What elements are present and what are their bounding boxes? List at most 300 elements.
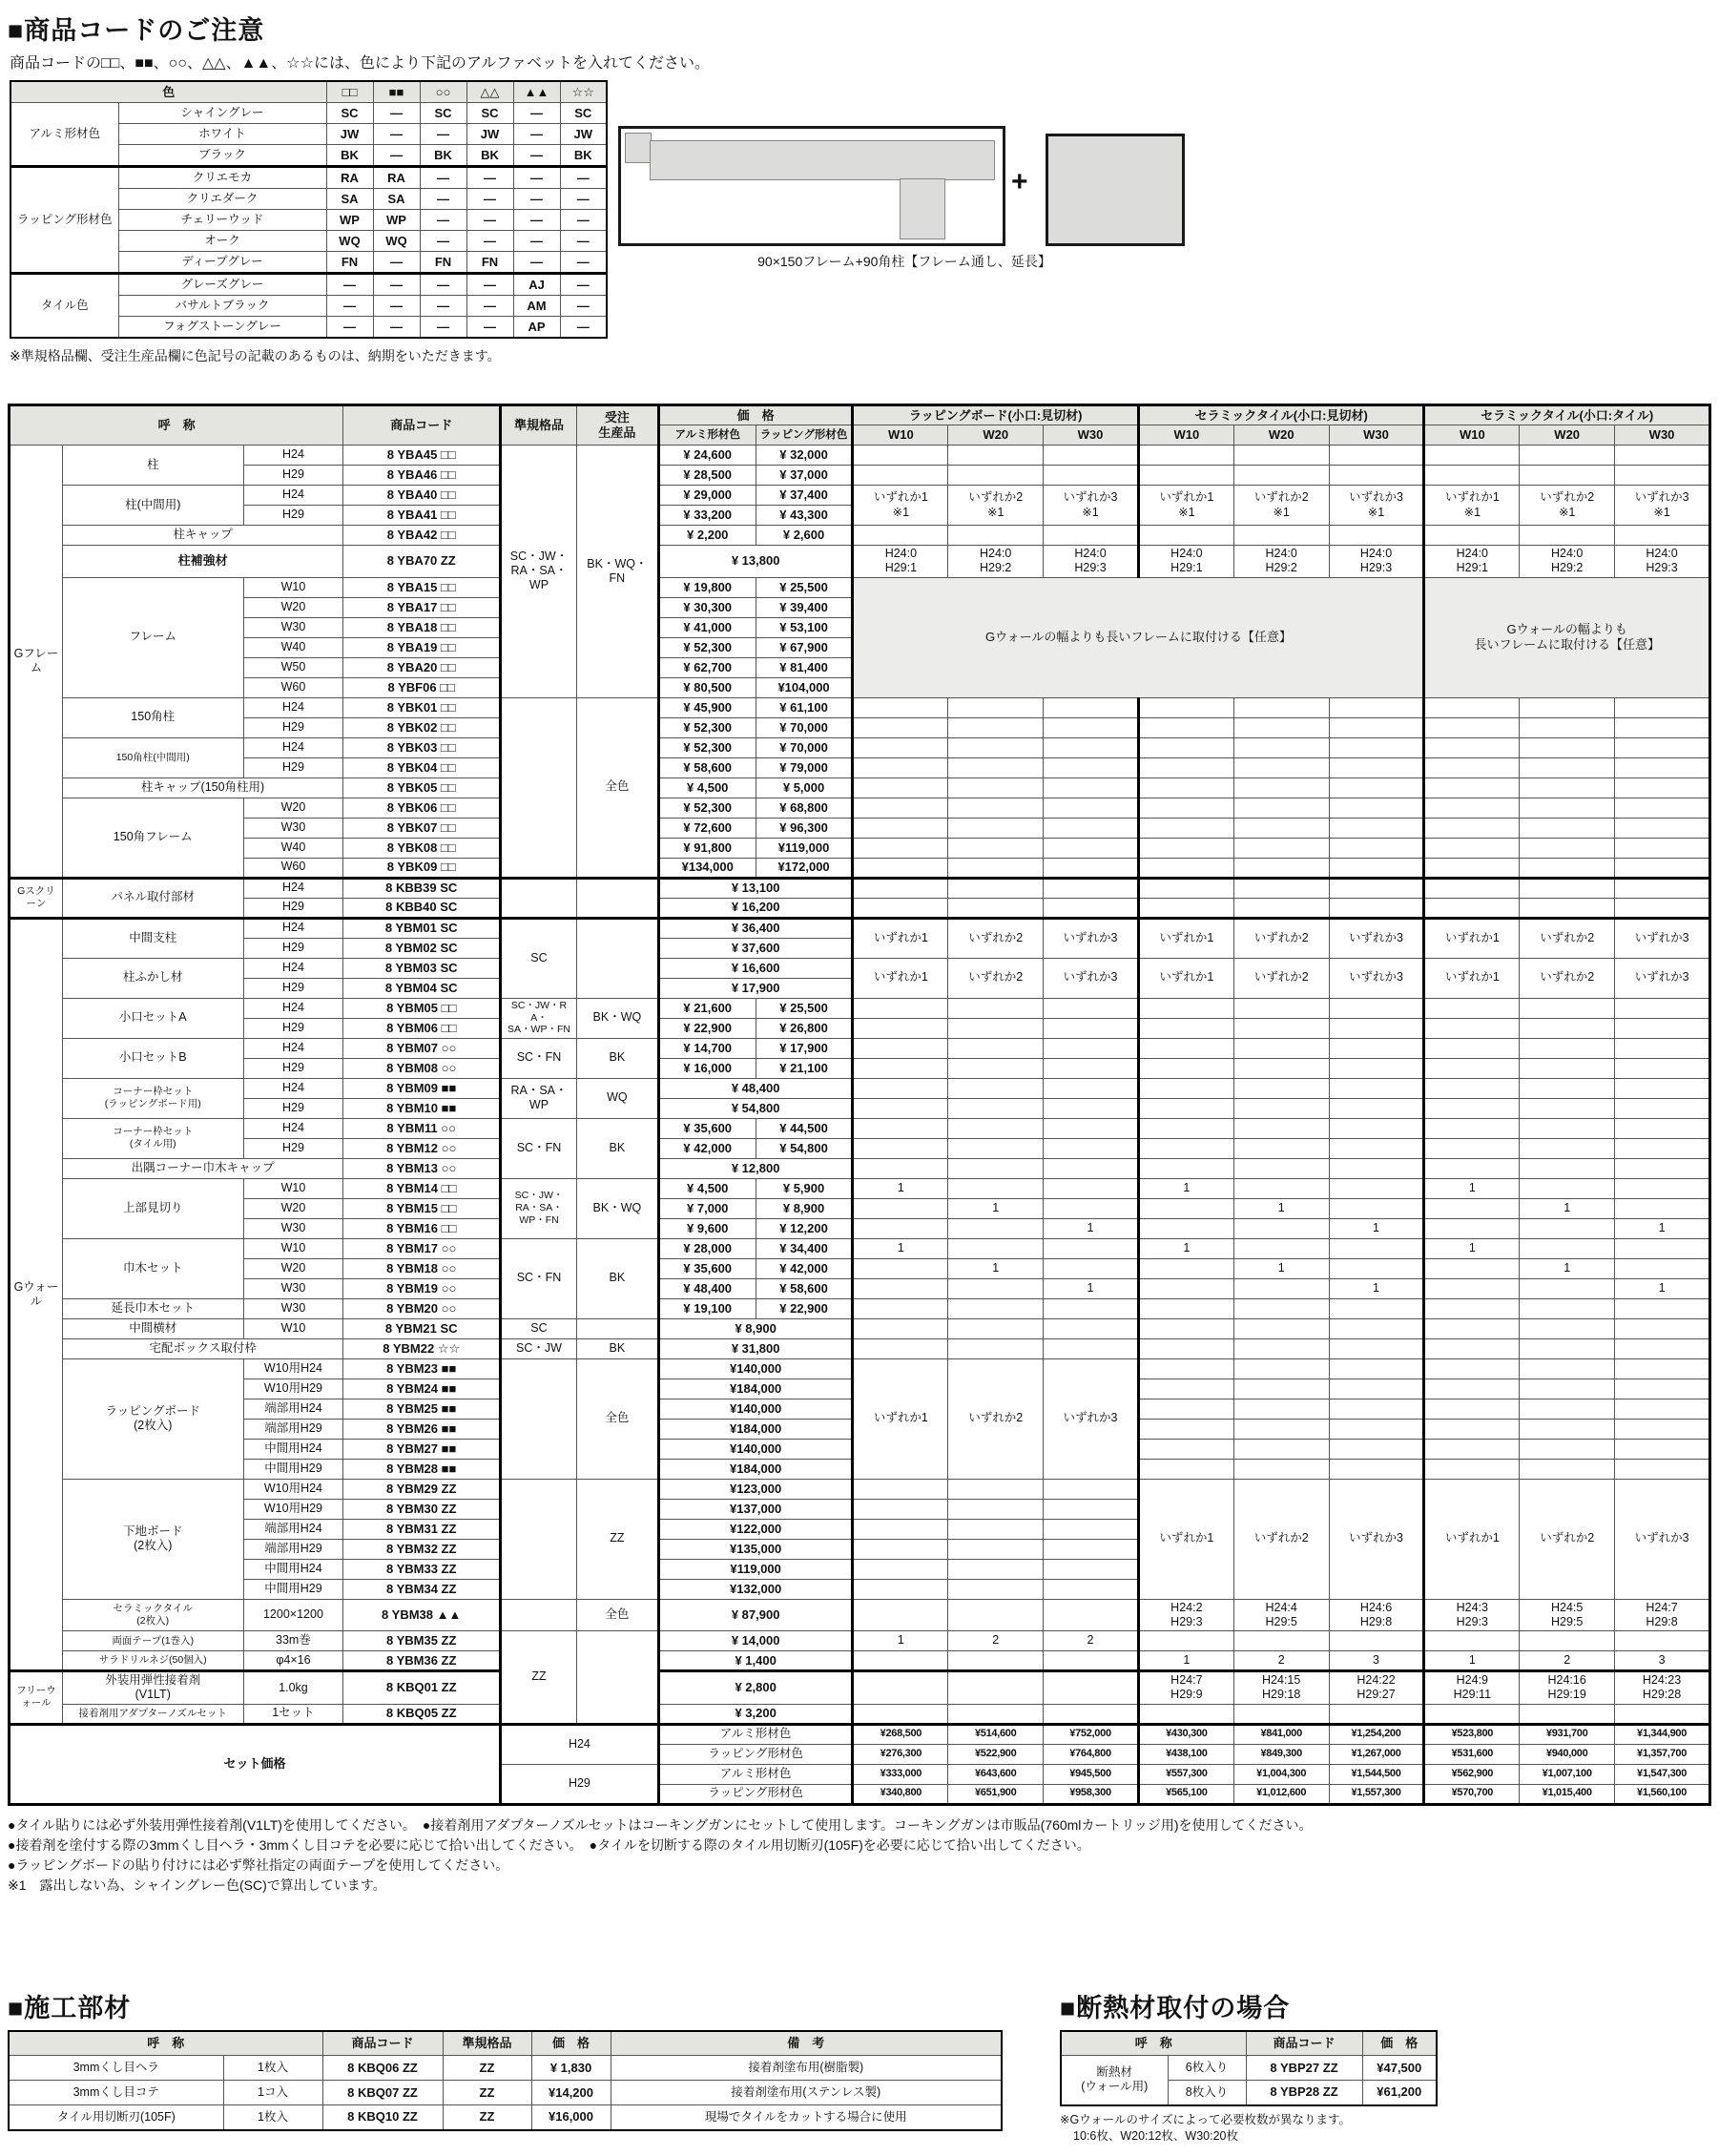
cell	[501, 878, 577, 918]
cell	[853, 1158, 948, 1178]
cell	[853, 1671, 948, 1705]
cell	[1329, 1118, 1424, 1138]
cell: H29	[243, 506, 343, 526]
cell: ¥ 42,000	[756, 1258, 853, 1278]
cell	[1520, 1278, 1615, 1298]
cell: W30	[243, 1218, 343, 1238]
cell	[1138, 1439, 1233, 1459]
cell: W20	[243, 597, 343, 617]
cell: —	[373, 274, 420, 296]
cell	[1138, 1278, 1233, 1298]
cell: ¥ 34,400	[756, 1238, 853, 1258]
table-row	[10, 757, 1710, 777]
cell	[853, 1098, 948, 1118]
cell	[1044, 1499, 1139, 1519]
frame-bar-shape	[650, 140, 995, 180]
cell: ¥268,500	[853, 1724, 948, 1744]
table-row	[10, 1198, 1710, 1218]
cell	[853, 697, 948, 717]
cell: ZZ	[501, 1631, 577, 1725]
table-row	[10, 1018, 1710, 1038]
cell	[948, 1318, 1044, 1338]
cell	[948, 777, 1044, 798]
footnotes	[8, 1815, 1711, 1896]
cell: ¥ 13,100	[658, 878, 853, 898]
header-cell: ■■	[373, 81, 420, 103]
cell	[1329, 717, 1424, 737]
cell	[1044, 1479, 1139, 1499]
cell	[1233, 1158, 1329, 1178]
table-row	[10, 717, 1710, 737]
footnote-line: ●タイル貼りには必ず外装用弾性接着剤(V1LT)を使用してください。 ●接着剤用アダプターノズルセットはコーキングガンにセットして使用します。コーキングガンは市販品(760mlカートリッジ用)を使用してください。	[8, 1816, 1313, 1833]
cell: いずれか2	[948, 958, 1044, 998]
cell: ¥ 79,000	[756, 757, 853, 777]
cell	[948, 1018, 1044, 1038]
cell: ¥522,900	[948, 1744, 1044, 1764]
table-row	[10, 1318, 1710, 1338]
cell	[1233, 1238, 1329, 1258]
cell	[1520, 777, 1615, 798]
cell: ¥ 48,400	[658, 1078, 853, 1098]
cell: ¥ 19,800	[658, 577, 756, 597]
cell: ¥ 35,600	[658, 1118, 756, 1138]
cell	[1138, 697, 1233, 717]
cell	[1138, 1118, 1233, 1138]
cell: ¥ 17,900	[658, 978, 853, 998]
header-cell: W20	[1520, 425, 1615, 446]
cell: ¥841,000	[1233, 1724, 1329, 1744]
cell: 8 KBQ10 ZZ	[322, 2105, 443, 2130]
cell	[1233, 1419, 1329, 1439]
cell	[501, 1599, 577, 1631]
cell: SC	[560, 103, 607, 124]
cell: 1.0kg	[243, 1671, 343, 1705]
cell	[1520, 466, 1615, 486]
cell	[1329, 1704, 1424, 1724]
cell: ¥172,000	[756, 858, 853, 878]
cell	[948, 466, 1044, 486]
cell: ¥ 22,900	[756, 1298, 853, 1318]
cell: ¥ 61,100	[756, 697, 853, 717]
cell	[1233, 697, 1329, 717]
table-row	[10, 486, 1710, 506]
table-row	[10, 274, 607, 296]
cell: いずれか1 ※1	[1424, 486, 1520, 526]
cell	[1615, 898, 1710, 918]
cell	[853, 1579, 948, 1599]
cell: ¥ 26,800	[756, 1018, 853, 1038]
cell: 8 YBM17 ○○	[343, 1238, 501, 1258]
cell	[1615, 1459, 1710, 1479]
cell: 1	[1424, 1238, 1520, 1258]
insulation-note-1: ※Gウォールのサイズによって必要枚数が異なります。	[1060, 2112, 1351, 2126]
cell	[853, 1058, 948, 1078]
cell: 1	[1138, 1651, 1233, 1671]
cell: 1	[1424, 1651, 1520, 1671]
cell: 3mmくし目ヘラ	[9, 2056, 223, 2081]
cell: いずれか2 ※1	[1233, 486, 1329, 526]
table-row	[10, 798, 1710, 818]
cell	[1329, 818, 1424, 838]
cell	[1520, 1318, 1615, 1338]
cell	[1615, 1338, 1710, 1358]
cell: ¥ 25,500	[756, 577, 853, 597]
cell	[1044, 446, 1139, 466]
table-row	[10, 1098, 1710, 1118]
cell	[1520, 1178, 1615, 1198]
cell	[948, 757, 1044, 777]
cell: いずれか2	[1520, 918, 1615, 958]
cell: H29	[243, 1058, 343, 1078]
cell	[1424, 998, 1520, 1018]
cell: 上部見切り	[62, 1178, 243, 1238]
cell: 8 YBM34 ZZ	[343, 1579, 501, 1599]
cell: 柱キャップ(150角柱用)	[62, 777, 342, 798]
cell: H24	[243, 998, 343, 1018]
cell: ¥ 62,700	[658, 657, 756, 677]
table-row	[10, 1651, 1710, 1671]
cell: ¥119,000	[658, 1559, 853, 1579]
cell: ¥1,267,000	[1329, 1744, 1424, 1764]
cell: ¥184,000	[658, 1459, 853, 1479]
cell	[1520, 1098, 1615, 1118]
cell: H24:4 H29:5	[1233, 1599, 1329, 1631]
cell: 8 YBA19 □□	[343, 637, 501, 657]
cell: H24:0 H29:1	[1138, 546, 1233, 578]
cell: 8 YBA18 □□	[343, 617, 501, 637]
table-row	[10, 1298, 1710, 1318]
cell: ZZ	[443, 2056, 531, 2081]
header-cell: ▲▲	[513, 81, 560, 103]
cell	[1138, 1098, 1233, 1118]
cell	[1424, 1158, 1520, 1178]
cell: ¥ 91,800	[658, 838, 756, 858]
cell	[948, 898, 1044, 918]
cell: —	[560, 210, 607, 231]
cell: ¥137,000	[658, 1499, 853, 1519]
cell	[1138, 798, 1233, 818]
table-row	[10, 858, 1710, 878]
cell: 1	[1138, 1238, 1233, 1258]
cell	[1615, 1038, 1710, 1058]
cell: 柱ふかし材	[62, 958, 243, 998]
header-cell: アルミ形材色	[658, 425, 756, 446]
cell	[1329, 1178, 1424, 1198]
cell	[853, 777, 948, 798]
cell: H24:16 H29:19	[1520, 1671, 1615, 1705]
cell: ¥119,000	[756, 838, 853, 858]
cell	[1233, 1459, 1329, 1479]
header-cell: セラミックタイル(小口:タイル)	[1424, 405, 1710, 425]
cell	[1138, 1318, 1233, 1338]
cell: 8 YBK09 □□	[343, 858, 501, 878]
cell: ¥1,357,700	[1615, 1744, 1710, 1764]
table-row	[10, 1599, 1710, 1631]
cell	[1329, 998, 1424, 1018]
cell	[1424, 1419, 1520, 1439]
cell: ¥ 28,500	[658, 466, 756, 486]
cell: 2	[1233, 1651, 1329, 1671]
cell: 1	[1329, 1218, 1424, 1238]
cell: ¥1,007,100	[1520, 1764, 1615, 1784]
cell	[1233, 737, 1329, 757]
cell	[853, 1258, 948, 1278]
cell: ¥ 21,100	[756, 1058, 853, 1078]
cell: いずれか3	[1329, 1479, 1424, 1599]
cell	[1044, 1704, 1139, 1724]
cell: 8 KBB40 SC	[343, 898, 501, 918]
cell: H24:9 H29:11	[1424, 1671, 1520, 1705]
cell	[1329, 898, 1424, 918]
cell	[1138, 777, 1233, 798]
cell	[1138, 1379, 1233, 1399]
cell: 小口セットB	[62, 1038, 243, 1078]
cell	[853, 1018, 948, 1038]
table-row	[9, 2031, 1002, 2056]
cell	[853, 1118, 948, 1138]
cell	[1520, 1158, 1615, 1178]
cell	[1044, 798, 1139, 818]
cell	[948, 1238, 1044, 1258]
cell	[1615, 1078, 1710, 1098]
cell: ¥123,000	[658, 1479, 853, 1499]
cell	[1138, 1138, 1233, 1158]
cell	[1233, 1318, 1329, 1338]
cell	[1615, 838, 1710, 858]
cell: 中間用H29	[243, 1579, 343, 1599]
cell: 中間用H24	[243, 1439, 343, 1459]
cell: ¥1,547,300	[1615, 1764, 1710, 1784]
cell	[1615, 1318, 1710, 1338]
cell	[1233, 1298, 1329, 1318]
cell: W20	[243, 798, 343, 818]
cell	[1329, 777, 1424, 798]
cell	[1044, 1579, 1139, 1599]
cell: 8 YBM12 ○○	[343, 1138, 501, 1158]
cell: 1	[853, 1178, 948, 1198]
cell: 1枚入	[223, 2105, 322, 2130]
cell: ¥ 12,200	[756, 1218, 853, 1238]
cell: H29	[243, 1018, 343, 1038]
construction-title: ■施工部材	[8, 1993, 132, 2022]
cell: SC	[501, 918, 577, 998]
cell: 中間用H29	[243, 1459, 343, 1479]
color-table-note: ※準規格品欄、受注生産品欄に色記号の記載のあるものは、納期をいただきます。	[10, 348, 501, 363]
cell: ¥ 37,000	[756, 466, 853, 486]
cell: ¥1,004,300	[1233, 1764, 1329, 1784]
cell: ¥ 2,800	[658, 1671, 853, 1705]
cell	[1329, 1379, 1424, 1399]
cell: 1	[853, 1238, 948, 1258]
cell	[1520, 838, 1615, 858]
cell: W60	[243, 677, 343, 697]
cell: H24	[243, 878, 343, 898]
cell	[1520, 1358, 1615, 1379]
cell	[1615, 1138, 1710, 1158]
cell	[1424, 697, 1520, 717]
cell	[1329, 1198, 1424, 1218]
cell: ホワイト	[118, 124, 326, 145]
cell	[853, 1318, 948, 1338]
cell: 端部用H24	[243, 1399, 343, 1419]
cell: 8 YBM09 ■■	[343, 1078, 501, 1098]
cell	[1138, 898, 1233, 918]
cell: いずれか1	[1424, 918, 1520, 958]
cell: BK・WQ	[576, 998, 658, 1038]
cell: H24:0 H29:1	[853, 546, 948, 578]
cell	[1233, 1278, 1329, 1298]
cell: —	[420, 231, 466, 252]
cell: 中間支柱	[62, 918, 243, 958]
header-cell: ○○	[420, 81, 466, 103]
cell: いずれか1	[853, 918, 948, 958]
cell: Gウォール	[10, 918, 63, 1671]
header-cell: セラミックタイル(小口:見切材)	[1138, 405, 1423, 425]
cell: —	[326, 296, 373, 317]
cell: 150角フレーム	[62, 798, 243, 878]
cell: 1200×1200	[243, 1599, 343, 1631]
cell: ¥ 52,300	[658, 737, 756, 757]
cell: W10	[243, 1178, 343, 1198]
cell: ¥ 52,300	[658, 637, 756, 657]
cell	[1138, 1158, 1233, 1178]
cell	[1615, 1439, 1710, 1459]
cell	[1044, 1118, 1139, 1138]
cell	[1329, 757, 1424, 777]
cell: H24:6 H29:8	[1329, 1599, 1424, 1631]
cell	[1044, 858, 1139, 878]
frame-shape	[618, 126, 1005, 246]
header-cell: 準規格品	[501, 405, 577, 446]
cell: H24:7 H29:9	[1138, 1671, 1233, 1705]
cell	[948, 1599, 1044, 1631]
cell	[1044, 1158, 1139, 1178]
cell	[1044, 1338, 1139, 1358]
cell: 1	[853, 1631, 948, 1651]
cell	[1044, 1519, 1139, 1539]
cell: 現場でタイルをカットする場合に使用	[611, 2105, 1002, 2130]
cell: いずれか3	[1329, 958, 1424, 998]
cell: ¥ 72,600	[658, 818, 756, 838]
cell: いずれか2	[948, 918, 1044, 958]
cell	[1424, 818, 1520, 838]
cell	[576, 878, 658, 918]
cell	[948, 858, 1044, 878]
cell: 8 YBM01 SC	[343, 918, 501, 938]
cell	[1424, 737, 1520, 757]
cell: 8 YBM07 ○○	[343, 1038, 501, 1058]
cell: ¥ 5,000	[756, 777, 853, 798]
cell	[853, 1479, 948, 1499]
cell: —	[420, 167, 466, 189]
cell: いずれか1	[1138, 1479, 1233, 1599]
cell: いずれか3	[1615, 1479, 1710, 1599]
cell: H24:7 H29:8	[1615, 1599, 1710, 1631]
cell: 1コ入	[223, 2081, 322, 2105]
cell	[1520, 737, 1615, 757]
cell: H24	[243, 958, 343, 978]
cell: WQ	[576, 1078, 658, 1118]
header-cell: W10	[1424, 425, 1520, 446]
cell: —	[373, 296, 420, 317]
cell	[1424, 858, 1520, 878]
cell: 1	[1615, 1218, 1710, 1238]
table-row	[10, 898, 1710, 918]
cell	[1044, 777, 1139, 798]
cell	[948, 878, 1044, 898]
cell: ¥ 70,000	[756, 737, 853, 757]
header-cell: W30	[1329, 425, 1424, 446]
cell	[1044, 1038, 1139, 1058]
cell: ラッピング形材色	[658, 1784, 853, 1804]
cell: いずれか3 ※1	[1329, 486, 1424, 526]
cell: 外装用弾性接着剤 (V1LT)	[62, 1671, 243, 1705]
cell: 8 YBA42 □□	[343, 526, 501, 546]
cell	[1520, 878, 1615, 898]
cell	[1233, 1704, 1329, 1724]
cell	[1615, 526, 1710, 546]
cell: 8 YBM18 ○○	[343, 1258, 501, 1278]
cell: SC・FN	[501, 1118, 577, 1178]
cell: ¥140,000	[658, 1358, 853, 1379]
cell: JW	[560, 124, 607, 145]
cell: FN	[420, 252, 466, 274]
header-cell: W30	[1615, 425, 1710, 446]
cell: ¥ 67,900	[756, 637, 853, 657]
table-row	[10, 1671, 1710, 1705]
cell	[1138, 757, 1233, 777]
table-row	[10, 1078, 1710, 1098]
cell: 8 YBA41 □□	[343, 506, 501, 526]
cell	[1424, 1218, 1520, 1238]
cell: ¥651,900	[948, 1784, 1044, 1804]
cell	[1520, 1631, 1615, 1651]
table-row	[10, 1704, 1710, 1724]
cell: 8 YBM23 ■■	[343, 1358, 501, 1379]
cell: いずれか3	[1615, 918, 1710, 958]
cell	[1233, 818, 1329, 838]
cell	[1138, 1419, 1233, 1439]
cell	[1520, 1439, 1615, 1459]
cell	[1329, 526, 1424, 546]
cell: —	[560, 296, 607, 317]
cell	[1329, 1258, 1424, 1278]
cell: 8 YBM11 ○○	[343, 1118, 501, 1138]
header-cell: W20	[1233, 425, 1329, 446]
cell: W40	[243, 637, 343, 657]
cell: W10用H24	[243, 1479, 343, 1499]
cell: BK・WQ	[576, 1178, 658, 1238]
cell	[1233, 1358, 1329, 1379]
header-cell: △△	[466, 81, 513, 103]
cell: SA	[373, 189, 420, 210]
cell: ¥140,000	[658, 1399, 853, 1419]
cell	[1138, 1258, 1233, 1278]
cell: ¥276,300	[853, 1744, 948, 1764]
cell: ¥ 48,400	[658, 1278, 756, 1298]
cell: ¥ 25,500	[756, 998, 853, 1018]
header-cell: W20	[948, 425, 1044, 446]
cell	[1138, 878, 1233, 898]
cell: 8 YBA20 □□	[343, 657, 501, 677]
cell: ¥ 37,600	[658, 938, 853, 958]
cell	[1329, 1038, 1424, 1058]
cell	[1615, 1631, 1710, 1651]
cell	[948, 1118, 1044, 1138]
cell: H29	[243, 466, 343, 486]
cell: ラッピングボード (2枚入)	[62, 1358, 243, 1479]
cell: ¥ 70,000	[756, 717, 853, 737]
